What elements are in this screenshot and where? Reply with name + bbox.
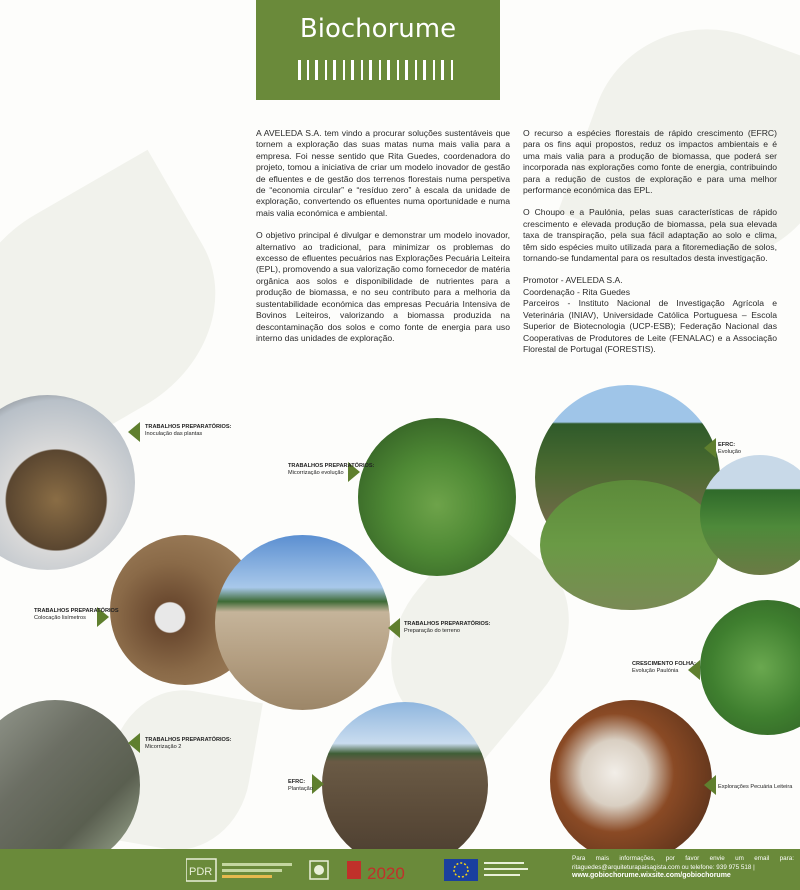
caption-efrc-evolucao: EFRC: Evolução [718, 442, 742, 455]
contact-text: Para mais informações, por favor envie um email para: ritaguedes@arquiteturapaisagista.com ou telefone: 939 975 518 | [572, 855, 794, 871]
paragraph-objective: O objetivo principal é divulgar e demonstrar um modelo inovador, alternativo ao tradicional, para minimizar os problemas do excesso de efluentes pecuários nas Explorações Pecuária Leiteira (EPL), promovendo a sua valorização como fornecedor de matéria orgânica aos solos e disponibilidade de nutrientes para a produção de biomassa, e no seu contributo para a melhoria da sustentabilidade económica das empresas Pecuária Intensiva de Bovinos Leiteiros, valorizando a biomassa produzida na descontaminação dos solos e como fonte de energia para uso interno das unidades de exploração. [256, 230, 510, 343]
caption-preparacao-terreno: TRABALHOS PREPARATÓRIOS: Preparação do terreno [404, 621, 491, 634]
page-title: Biochorume [299, 14, 457, 44]
photo-exploracoes [550, 700, 712, 862]
paragraph-intro: A AVELEDA S.A. tem vindo a procurar soluções sustentáveis que tornem a exploração das suas matas numa mais valia para a empresa. Foi nesse sentido que Rita Guedes, coordenadora do projeto, tomou a iniciativa de criar um modelo inovador de gestão de efluentes e de gestão dos terrenos florestais numa perspetiva de “economia circular” e “resíduo zero” à escala da unidade de exploração, convertendo os efluentes numa oportunidade e numa mais valia económica e ambiental. [256, 128, 510, 218]
photo-micorrizacao-evolucao [358, 418, 516, 576]
arrow-exploracoes [704, 775, 716, 795]
photo-micorrizacao-2 [0, 700, 140, 870]
logo-pdr2020 [186, 857, 296, 883]
arrow-efrc-evolucao [704, 438, 716, 458]
paragraph-species: O Choupo e a Paulónia, pelas suas características de rápido crescimento e elevada produção de biomassa, pela sua elevada taxa de transpiração, pela sua fácil adaptação ao solo e clima, têm sido espécies muito utilizada para a fitoremediação de solos, tornando-se fundamental para os resultados desta investigação. [523, 207, 777, 264]
title-banner [256, 0, 500, 100]
logo-uniao-europeia [442, 857, 532, 883]
logo-republica [308, 857, 330, 883]
credit-parceiros: Parceiros - Instituto Nacional de Investigação Agrícola e Veterinária (INIAV), Universidade Católica Portuguesa – Escola Superior de Biotecnologia (UCP-ESB); Federação Nacional das Cooperativas de Produtores de Leite (FENALAC) e a Associação Florestal de Portugal (FORESTIS). [523, 298, 777, 354]
caption-efrc-plantacao: EFRC: Plantação [288, 779, 313, 792]
barcode-logo [298, 60, 458, 80]
svg-text:2020: 2020 [367, 864, 405, 883]
logo-portugal2020 [345, 857, 430, 883]
svg-text:PDR: PDR [189, 866, 213, 878]
footer-bar [0, 849, 800, 890]
text-column-right [523, 128, 777, 355]
arrow-preparacao-terreno [388, 618, 400, 638]
arrow-micorrizacao-2 [128, 733, 140, 753]
credit-coordenacao: Coordenação - Rita Guedes [523, 286, 631, 297]
caption-crescimento-folha: CRESCIMENTO FOLHA: Evolução Paulónia [632, 661, 696, 674]
footer-contact [572, 855, 794, 881]
photo-crescimento-folha [700, 600, 800, 735]
caption-lisimetros: TRABALHOS PREPARATÓRIOS Colocação lisímetros [34, 608, 119, 621]
caption-micorrizacao-2: TRABALHOS PREPARATÓRIOS: Micorrização 2 [145, 737, 232, 750]
website-link[interactable]: www.gobiochorume.wixsite.com/gobiochorume [572, 872, 731, 879]
arrow-inoculacao [128, 422, 140, 442]
caption-inoculacao: TRABALHOS PREPARATÓRIOS: Inoculação das plantas [145, 424, 232, 437]
photo-preparacao-terreno [215, 535, 390, 710]
credits [523, 275, 777, 355]
caption-exploracoes: Explorações Pecuária Leiteira [718, 784, 793, 790]
arrow-efrc-plantacao [312, 774, 324, 794]
text-column-left [256, 128, 510, 355]
caption-micorrizacao-evolucao: TRABALHOS PREPARATÓRIOS: Micorrização evolução [288, 463, 375, 476]
photo-efrc-evolucao-2 [540, 480, 720, 610]
paragraph-efrc: O recurso a espécies florestais de rápido crescimento (EFRC) para os fins aqui propostos, reduz os impactos ambientais e é uma mais valia para a produção de biomassa, que poderá ser incorporada nas explorações como fonte de energia, contribuindo para a redução de custos de exploração e para uma melhor performance económica das EPL. [523, 128, 777, 196]
credit-promotor: Promotor - AVELEDA S.A. [523, 275, 623, 286]
photo-efrc-plantacao [322, 702, 488, 868]
